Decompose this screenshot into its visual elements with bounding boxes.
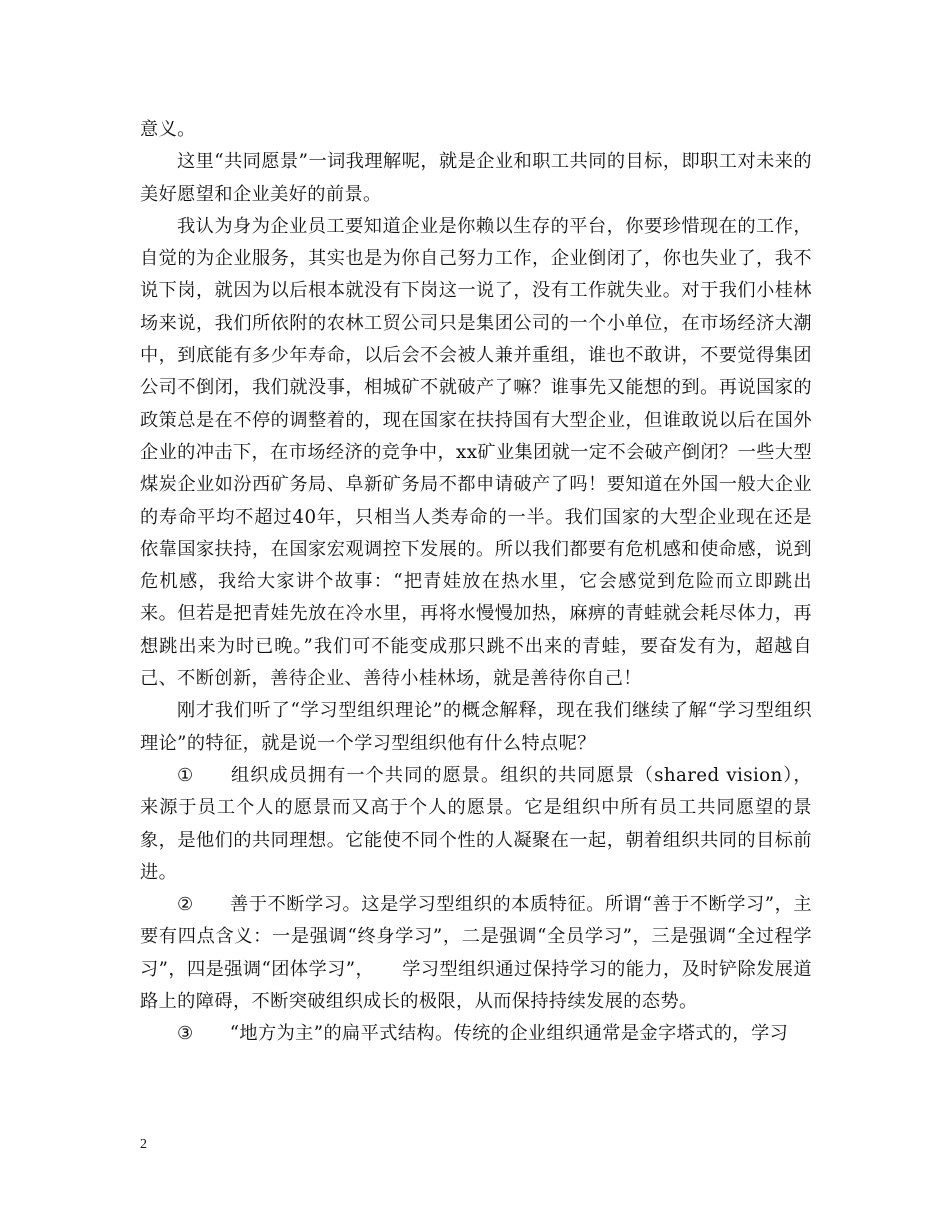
paragraph-text: 我认为身为企业员工要知道企业是你赖以生存的平台，你要珍惜现在的工作，自觉的为企业服务，其实也是为你自己努力工作，企业倒闭了，你也失业了，我不说下岗，就因为以后根本就没有下岗这一说了，没有工作就失业。对于我们小桂林场来说，我们所依附的农林工贸公司只是集团公司的一个小单位，在市场经济大潮中，到底能有多少年寿命，以后会不会被人兼并重组，谁也不敢讲，不要觉得集团公司不倒闭，我们就没事，相城矿不就破产了嘛？谁事先又能想的到。再说国家的政策总是在不停的调整着的，现在国家在扶持国有大型企业，但谁敢说以后在国外企业的冲击下，在市场经济的竞争中，xx矿业集团就一定不会破产倒闭？一些大型煤炭企业如汾西矿务局、阜新矿务局不都申请破产了吗！要知道在外国一般大企业的寿命平均不超过40年，只相当人类寿命的一半。我们国家的大型企业现在还是依靠国家扶持，在国家宏观调控下发展的。所以我们都要有危机感和使命感，说到危机感，我给大家讲个故事：“把青娃放在热水里，它会感觉到危险而立即跳出来。但若是把青娃先放在冷水里，再将水慢慢加热，麻痹的青蛙就会耗尽体力，再想跳出来为时已晚。”我们可不能变成那只跳不出来的青蛙，要奋发有为，超越自己、不断创新，善待企业、善待小桂林场，就是善待你自己！: [140, 215, 812, 690]
paragraph-text: 刚才我们听了“学习型组织理论”的概念解释，现在我们继续了解“学习型组织理论”的特征，就是说一个学习型组织他有什么特点呢？: [140, 700, 812, 754]
paragraph-4: [140, 695, 812, 760]
list-item-text: 善于不断学习。这是学习型组织的本质特征。所谓“善于不断学习”，主要有四点含义：一是强调“终身学习”，二是强调“全员学习”，三是强调“全过程学习”，四是强调“团体学习”， 学习型组织通过保持学习的能力，及时铲除发展道路上的障碍，不断突破组织成长的极限，从而保持持续发展的态势。: [140, 894, 812, 1013]
paragraph-text: 意义。: [140, 119, 196, 140]
list-item-text: “地方为主”的扁平式结构。传统的企业组织通常是金字塔式的，学习: [229, 1023, 789, 1045]
document-body: [140, 114, 812, 1051]
paragraph-3: [140, 211, 812, 695]
page-number: 2: [140, 1137, 147, 1152]
list-item-1: [140, 760, 812, 889]
paragraph-1: [140, 114, 812, 146]
paragraph-2: [140, 146, 812, 211]
list-item-3: [140, 1018, 812, 1050]
list-item-2: [140, 889, 812, 1018]
paragraph-text: 这里“共同愿景”一词我理解呢，就是企业和职工共同的目标，即职工对未来的美好愿望和企业美好的前景。: [140, 151, 812, 205]
list-marker: ②: [177, 894, 194, 916]
list-marker: ③: [177, 1023, 194, 1045]
list-marker: ①: [177, 764, 195, 786]
list-item-text: 组织成员拥有一个共同的愿景。组织的共同愿景（shared vision），来源于员工个人的愿景而又高于个人的愿景。它是组织中所有员工共同愿望的景象，是他们的共同理想。它能使不同个性的人凝聚在一起，朝着组织共同的目标前进。: [140, 764, 812, 883]
